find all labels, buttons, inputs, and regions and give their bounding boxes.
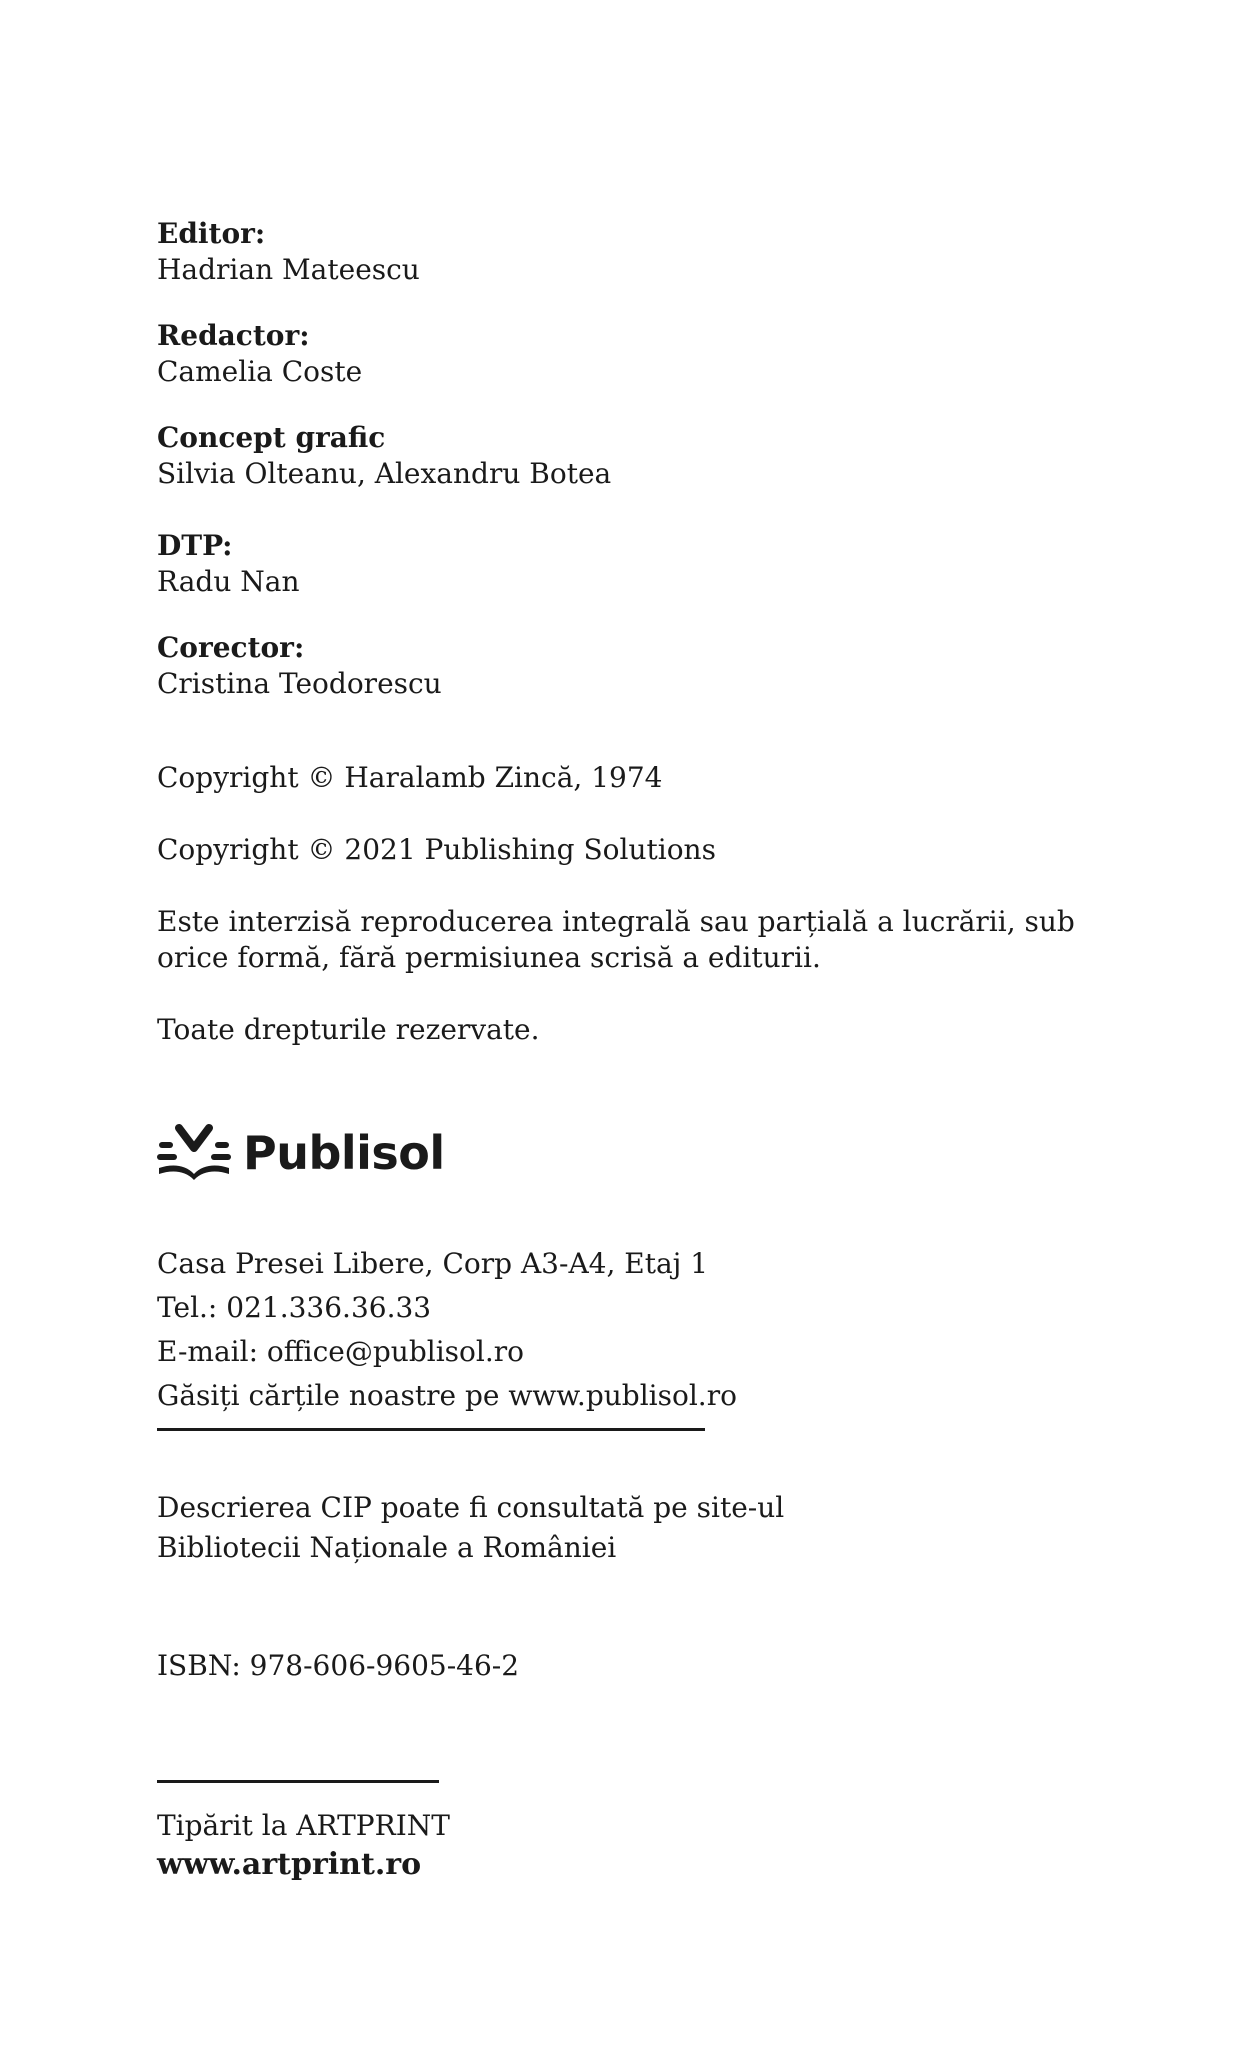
publisher-logo bbox=[157, 1118, 445, 1188]
credit-concept-grafic bbox=[157, 420, 611, 492]
publisher-website: Găsiți cărțile noastre pe www.publisol.ro bbox=[157, 1379, 737, 1412]
credit-label: Corector: bbox=[157, 631, 305, 664]
credit-value: Silvia Olteanu, Alexandru Botea bbox=[157, 457, 612, 490]
divider bbox=[157, 1780, 439, 1783]
publisher-phone: Tel.: 021.336.36.33 bbox=[157, 1291, 432, 1324]
credit-label: Concept grafic bbox=[157, 421, 386, 454]
credit-label: Redactor: bbox=[157, 319, 310, 352]
printer-info bbox=[157, 1806, 450, 1884]
credit-label: DTP: bbox=[157, 529, 233, 562]
colophon-page bbox=[157, 0, 1077, 2048]
publisher-email: E-mail: office@publisol.ro bbox=[157, 1335, 524, 1368]
publisher-contact bbox=[157, 1242, 737, 1418]
credit-value: Cristina Teodorescu bbox=[157, 667, 442, 700]
credit-editor bbox=[157, 216, 420, 288]
rights-reserved: Toate drepturile rezervate. bbox=[157, 1013, 540, 1046]
credit-value: Radu Nan bbox=[157, 565, 300, 598]
publisher-address: Casa Presei Libere, Corp A3-A4, Etaj 1 bbox=[157, 1247, 709, 1280]
publisher-logo-wordmark: Publisol bbox=[243, 1126, 445, 1180]
copyright-publisher: Copyright © 2021 Publishing Solutions bbox=[157, 833, 716, 866]
cip-line: Descrierea CIP poate fi consultată pe site-ul bbox=[157, 1491, 785, 1524]
cip-line: Bibliotecii Naționale a României bbox=[157, 1531, 617, 1564]
credit-value: Hadrian Mateescu bbox=[157, 253, 420, 286]
notice-line: Este interzisă reproducerea integrală sau parțială a lucrării, sub bbox=[157, 905, 1075, 938]
credit-corector bbox=[157, 630, 442, 702]
credit-label: Editor: bbox=[157, 217, 266, 250]
printer-name: Tipărit la ARTPRINT bbox=[157, 1809, 450, 1842]
copyright-author: Copyright © Haralamb Zincă, 1974 bbox=[157, 761, 663, 794]
publisol-book-check-icon bbox=[157, 1122, 231, 1184]
credit-value: Camelia Coste bbox=[157, 355, 363, 388]
isbn: ISBN: 978-606-9605-46-2 bbox=[157, 1649, 520, 1682]
credit-dtp bbox=[157, 528, 300, 600]
divider bbox=[157, 1428, 705, 1431]
credit-redactor bbox=[157, 318, 362, 390]
printer-website: www.artprint.ro bbox=[157, 1847, 422, 1882]
notice-line: orice formă, fără permisiunea scrisă a editurii. bbox=[157, 941, 821, 974]
cip-description bbox=[157, 1488, 784, 1568]
reproduction-notice bbox=[157, 904, 1075, 976]
